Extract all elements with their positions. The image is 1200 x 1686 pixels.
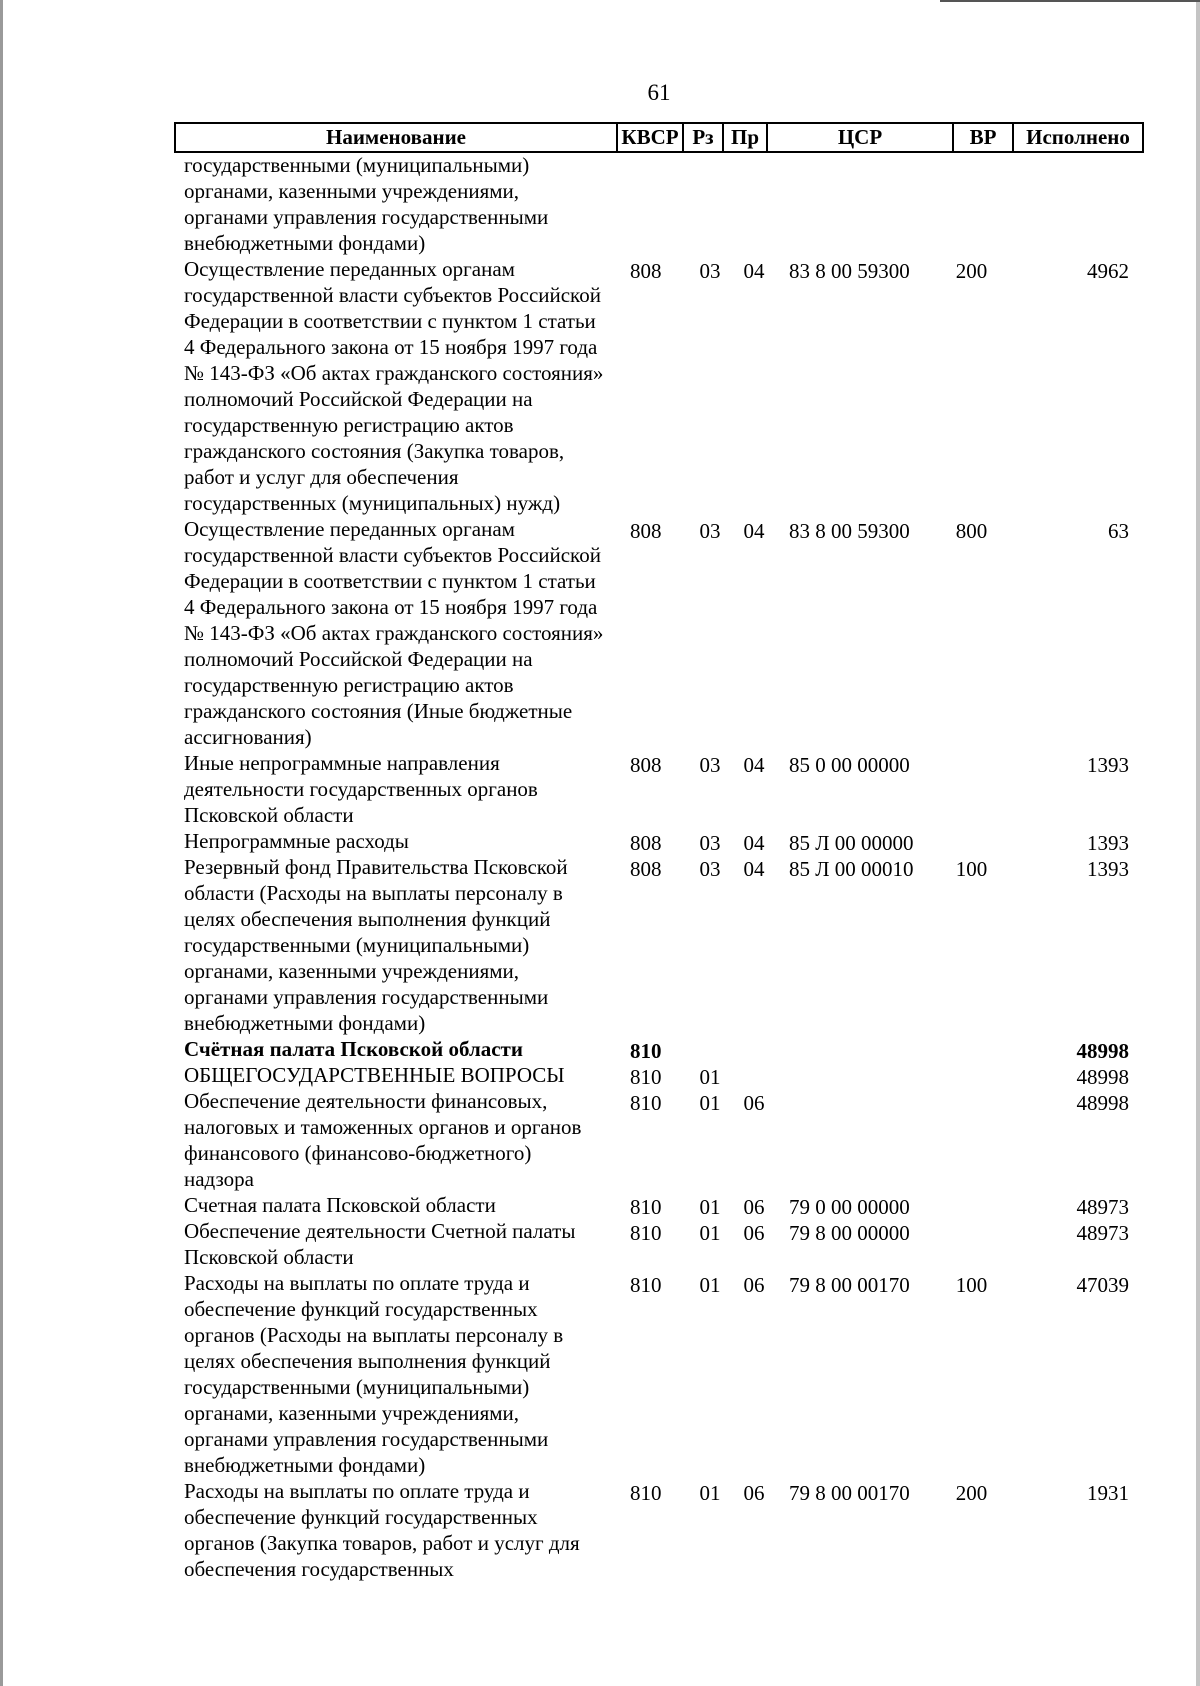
cell-executed: 48998 [1076,1065,1129,1089]
cell-kvsr: 810 [630,1195,662,1219]
cell-pr: 06 [743,1481,765,1505]
table-row [174,1088,1144,1192]
cell-rz: 03 [699,857,721,881]
header-name: Наименование [326,125,466,149]
cell-pr: 04 [743,753,765,777]
cell-executed: 63 [1108,519,1129,543]
table-row [174,750,1144,828]
cell-vr: 800 [955,519,988,543]
table-row [174,828,1144,854]
cell-kvsr: 810 [630,1221,662,1245]
cell-rz: 03 [699,831,721,855]
cell-rz: 01 [699,1091,721,1115]
cell-csr: 85 0 00 00000 [789,753,910,777]
cell-pr: 04 [743,857,765,881]
cell-kvsr: 810 [630,1065,662,1089]
cell-pr: 04 [743,519,765,543]
cell-rz: 01 [699,1221,721,1245]
cell-name: Расходы на выплаты по оплате труда и обеспечение функций государственных органов (Расходы на выплаты персоналу в целях обеспечения выполнения функций государственными (муниципальными) органами, казенными учреждениями, органами управления государственными внебюджетными фондами) [184,1271,564,1477]
header-executed: Исполнено [1012,124,1142,151]
cell-executed: 1931 [1087,1481,1129,1505]
cell-csr: 79 8 00 00170 [789,1273,910,1297]
page-number: 61 [647,80,671,105]
cell-name: Счетная палата Псковской области [184,1193,496,1217]
cell-csr: 85 Л 00 00010 [789,857,914,881]
table-row [174,256,1144,516]
cell-name: Счётная палата Псковской области [184,1037,523,1061]
scan-edge-top [940,0,1200,2]
header-vr: ВР [952,124,1012,151]
cell-name: Расходы на выплаты по оплате труда и обеспечение функций государственных органов (Закупка товаров, работ и услуг для обеспечения государственных [184,1479,580,1581]
cell-executed: 48998 [1076,1091,1129,1115]
cell-kvsr: 810 [630,1481,662,1505]
cell-rz: 03 [699,753,721,777]
cell-kvsr: 808 [630,857,662,881]
cell-executed: 1393 [1087,753,1129,777]
table-header [174,122,1144,153]
cell-executed: 1393 [1087,857,1129,881]
table-row [174,1192,1144,1218]
header-rz: Рз [682,124,722,151]
cell-kvsr: 808 [630,259,662,283]
table-row [174,516,1144,750]
cell-csr: 79 0 00 00000 [789,1195,910,1219]
cell-rz: 01 [699,1195,721,1219]
cell-kvsr: 810 [630,1091,662,1115]
cell-rz: 03 [699,519,721,543]
table-row [174,1478,1144,1582]
header-kvsr: КВСР [616,124,682,151]
table-row [174,1218,1144,1270]
cell-executed: 47039 [1076,1273,1129,1297]
cell-executed: 48973 [1076,1221,1129,1245]
cell-csr: 79 8 00 00000 [789,1221,910,1245]
cell-pr: 06 [743,1091,765,1115]
cell-csr: 83 8 00 59300 [789,259,910,283]
cell-pr: 04 [743,831,765,855]
cell-rz: 01 [699,1065,721,1089]
table-row [174,1062,1144,1088]
table-body [174,152,1144,1582]
cell-kvsr: 810 [630,1039,662,1063]
cell-name: Осуществление переданных органам государственной власти субъектов Российской Федерации в соответствии с пунктом 1 статьи 4 Федерального закона от 15 ноября 1997 года № 143-ФЗ «Об актах гражданского состояния» полномочий Российской Федерации на государственную регистрацию актов гражданского состояния (Закупка товаров, работ и услуг для обеспечения государственных (муниципальных) нужд) [184,257,604,515]
table-row [174,152,1144,256]
cell-vr: 100 [955,1273,988,1297]
cell-executed: 1393 [1087,831,1129,855]
cell-csr: 83 8 00 59300 [789,519,910,543]
cell-executed: 48973 [1076,1195,1129,1219]
cell-rz: 03 [699,259,721,283]
cell-rz: 01 [699,1273,721,1297]
cell-rz: 01 [699,1481,721,1505]
cell-name: Резервный фонд Правительства Псковской области (Расходы на выплаты персоналу в целях обеспечения выполнения функций государственными (муниципальными) органами, казенными учреждениями, органами управления государственными внебюджетными фондами) [184,855,568,1035]
cell-executed: 48998 [1076,1039,1129,1063]
cell-name: Непрограммные расходы [184,829,409,853]
cell-kvsr: 808 [630,753,662,777]
cell-kvsr: 808 [630,831,662,855]
cell-name: Иные непрограммные направления деятельности государственных органов Псковской области [184,751,538,827]
cell-executed: 4962 [1087,259,1129,283]
header-csr: ЦСР [766,124,952,151]
header-pr: Пр [722,124,766,151]
table-row [174,854,1144,1036]
cell-pr: 06 [743,1195,765,1219]
cell-vr: 200 [955,1481,988,1505]
cell-pr: 06 [743,1273,765,1297]
cell-kvsr: 810 [630,1273,662,1297]
cell-name: Осуществление переданных органам государственной власти субъектов Российской Федерации в соответствии с пунктом 1 статьи 4 Федерального закона от 15 ноября 1997 года № 143-ФЗ «Об актах гражданского состояния» полномочий Российской Федерации на государственную регистрацию актов гражданского состояния (Иные бюджетные ассигнования) [184,517,604,749]
cell-name: государственными (муниципальными) органами, казенными учреждениями, органами управления государственными внебюджетными фондами) [184,153,549,255]
cell-csr: 85 Л 00 00000 [789,831,914,855]
scan-edge-right [1196,0,1200,1686]
cell-name: Обеспечение деятельности финансовых, налоговых и таможенных органов и органов финансового (финансово-бюджетного) надзора [184,1089,582,1191]
cell-csr: 79 8 00 00170 [789,1481,910,1505]
cell-vr: 200 [955,259,988,283]
cell-vr: 100 [955,857,988,881]
cell-kvsr: 808 [630,519,662,543]
cell-pr: 04 [743,259,765,283]
scan-edge-left [0,0,3,1686]
cell-name: Обеспечение деятельности Счетной палаты Псковской области [184,1219,576,1269]
table-row [174,1270,1144,1478]
cell-name: ОБЩЕГОСУДАРСТВЕННЫЕ ВОПРОСЫ [184,1063,565,1087]
table-row [174,1036,1144,1062]
cell-pr: 06 [743,1221,765,1245]
